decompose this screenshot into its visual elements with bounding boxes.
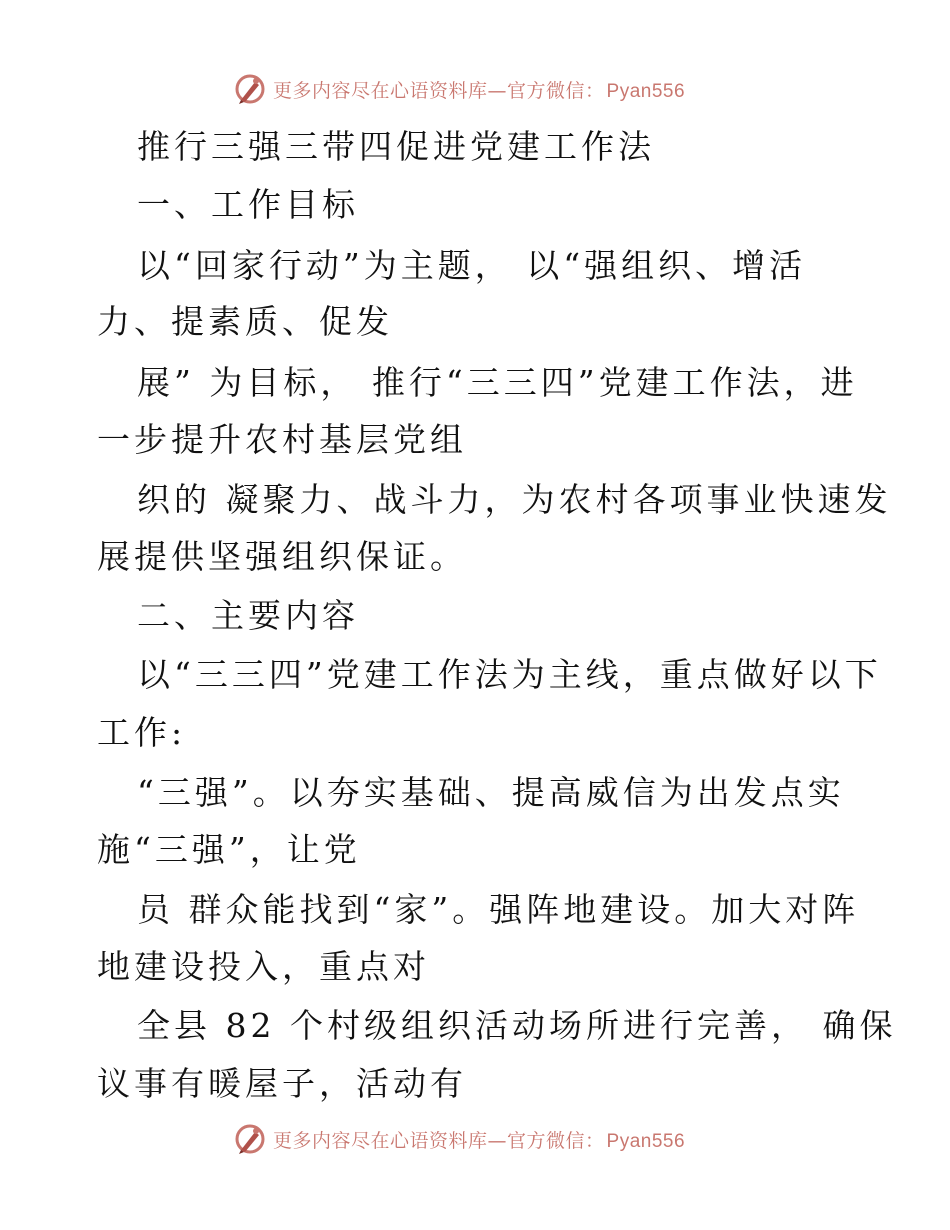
watermark-text: 更多内容尽在心语资料库—官方微信： Pyan556 <box>273 79 686 102</box>
watermark-wechat-id: Pyan556 <box>606 80 686 102</box>
watermark-text: 更多内容尽在心语资料库—官方微信： Pyan556 <box>273 1129 686 1152</box>
body-line: 以“回家行动”为主题， 以“强组织、增活 <box>137 246 807 285</box>
body-line: “三强”。以夯实基础、提高威信为出发点实 <box>137 773 845 812</box>
pen-logo-icon <box>233 72 267 106</box>
body-line: 施“三强”，让党 <box>97 830 361 869</box>
header-watermark <box>233 72 685 106</box>
body-line: 展” 为目标， 推行“三三四”党建工作法，进 <box>137 363 858 402</box>
watermark-wechat-id: Pyan556 <box>606 1130 686 1152</box>
section-heading: 二、主要内容 <box>137 596 359 635</box>
body-line: 员 群众能找到“家”。强阵地建设。加大对阵 <box>137 890 860 929</box>
section-heading: 一、工作目标 <box>137 185 359 224</box>
body-line: 地建设投入，重点对 <box>97 947 430 986</box>
body-line: 力、提素质、促发 <box>97 302 393 341</box>
document-title: 推行三强三带四促进党建工作法 <box>137 127 655 166</box>
body-line: 议事有暖屋子，活动有 <box>97 1064 467 1103</box>
pen-logo-icon <box>233 1122 267 1156</box>
body-line: 展提供坚强组织保证。 <box>97 537 467 576</box>
body-line: 一步提升农村基层党组 <box>97 420 467 459</box>
body-line: 全县 82 个村级组织活动场所进行完善， 确保 <box>137 1006 897 1045</box>
body-line: 以“三三四”党建工作法为主线，重点做好以下 <box>137 655 882 694</box>
body-line: 织的 凝聚力、战斗力，为农村各项事业快速发 <box>137 480 892 519</box>
body-line: 工作: <box>97 713 187 752</box>
footer-watermark <box>233 1122 685 1156</box>
